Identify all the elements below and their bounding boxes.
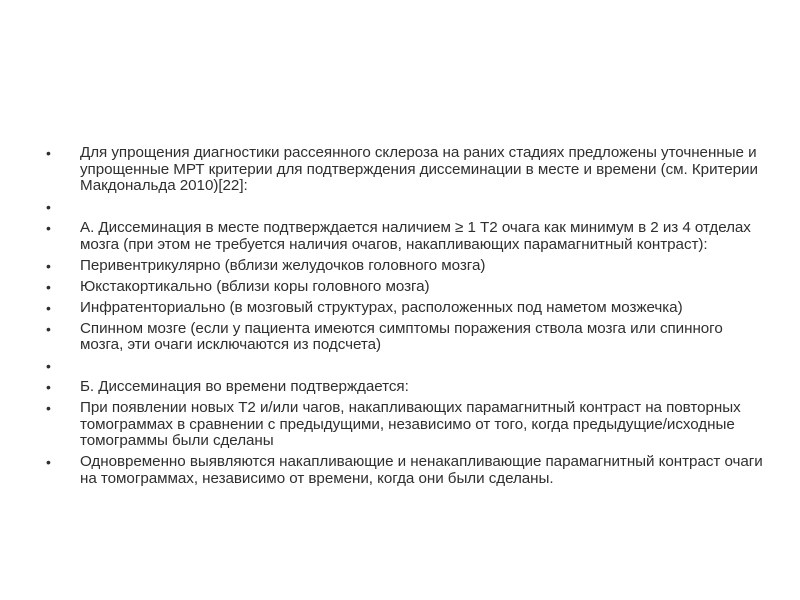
bullet-text: А. Диссеминация в месте подтверждается наличием ≥ 1 Т2 очага как минимум в 2 из 4 отделах мозга (при этом не требуется наличия очагов, накапливающих парамагнитный контраст): <box>80 219 751 253</box>
bullet-marker: • <box>46 379 51 395</box>
bullet-item <box>46 199 766 216</box>
bullet-item <box>46 258 766 275</box>
bullet-item <box>46 300 766 317</box>
bullet-item <box>46 379 766 396</box>
bullet-text: Одновременно выявляются накапливающие и ненакапливающие парамагнитный контраст очаги на томограммах, независимо от времени, когда они были сделаны. <box>80 453 763 487</box>
bullet-item <box>46 400 766 450</box>
bullet-marker: • <box>46 199 51 215</box>
bullet-marker: • <box>46 145 51 161</box>
bullet-item <box>46 279 766 296</box>
bullet-text: Юкстакортикально (вблизи коры головного мозга) <box>80 277 430 295</box>
bullet-item <box>46 321 766 354</box>
bullet-text: Для упрощения диагностики рассеянного склероза на раних стадиях предложены уточненные и упрощенные МРТ критерии для подтверждения диссеминации в месте и времени (см. Критерии Макдональда 2010)[22]: <box>80 144 758 194</box>
bullet-text: Перивентрикулярно (вблизи желудочков головного мозга) <box>80 256 486 274</box>
bullet-marker: • <box>46 400 51 416</box>
bullet-item <box>46 358 766 375</box>
bullet-text: Спинном мозге (если у пациента имеются симптомы поражения ствола мозга или спинного мозга, эти очаги исключаются из подсчета) <box>80 319 723 353</box>
bullet-item <box>46 145 766 195</box>
bullet-item <box>46 454 766 487</box>
bullet-marker: • <box>46 358 51 374</box>
bullet-text: Инфратенториально (в мозговый структурах, расположенных под наметом мозжечка) <box>80 298 683 316</box>
bullet-item <box>46 220 766 253</box>
bullet-marker: • <box>46 454 51 470</box>
bullet-marker: • <box>46 320 51 337</box>
bullet-text: Б. Диссеминация во времени подтверждается: <box>80 378 409 395</box>
bullet-text: При появлении новых Т2 и/или чагов, накапливающих парамагнитный контраст на повторных томограммах в сравнении с предыдущими, независимо от того, когда предыдущие/исходные томограммы были сделаны <box>80 399 741 449</box>
bullet-marker: • <box>46 220 51 236</box>
bullet-marker: • <box>46 299 51 316</box>
bullet-marker: • <box>46 278 51 295</box>
bullet-list <box>46 145 766 492</box>
bullet-marker: • <box>46 257 51 274</box>
